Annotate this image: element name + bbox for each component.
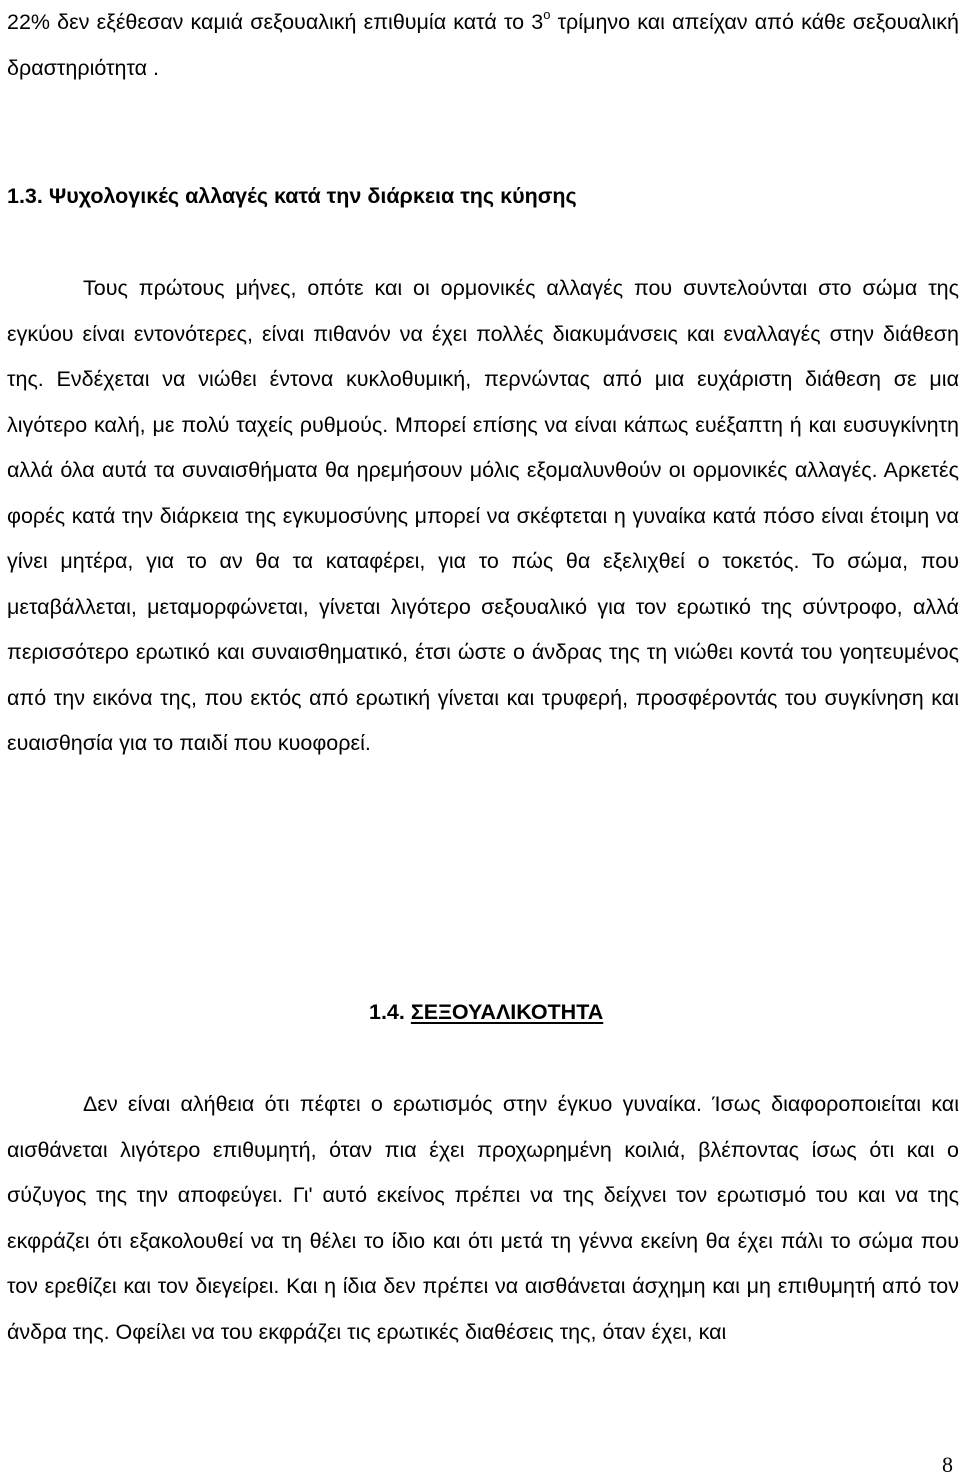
psychological-changes-paragraph: Τους πρώτους μήνες, οπότε και οι ορμονικές αλλαγές που συντελούνται στο σώμα της εγκύου είναι εντονότερες, είναι πιθανόν να έχει πολλές διακυμάνσεις και εναλλαγές στην διάθεση της. Ενδέχεται να νιώθει έντονα κυκλοθυμική, περνώντας από μια ευχάριστη διάθεση σε μια λιγότερο καλή, με πολύ ταχείς ρυθμούς. Μπορεί επίσης να είναι κάπως ευέξαπτη ή και ευσυγκίνητη αλλά όλα αυτά τα συναισθήματα θα ηρεμήσουν μόλις εξομαλυνθούν οι ορμονικές αλλαγές. Αρκετές φορές κατά την διάρκεια της εγκυμοσύνης μπορεί να σκέφτεται η γυναίκα κατά πόσο είναι έτοιμη να γίνει μητέρα, για το αν θα τα καταφέρει, για το πώς θα εξελιχθεί ο τοκετός. Το σώμα, που μεταβάλλεται, μεταμορφώνεται, γίνεται λιγότερο σεξουαλικό για τον ερωτικό της σύντροφο, αλλά περισσότερο ερωτικό και συναισθηματικό, έτσι ώστε ο άνδρας της τη νιώθει κοντά του γοητευμένος από την εικόνα της, που εκτός από ερωτική γίνεται και τρυφερή, προσφέροντάς του συγκίνηση και ευαισθησία για το παιδί που κυοφορεί. bbox=[7, 276, 959, 755]
intro-text-start: 22% δεν εξέθεσαν καμιά σεξουαλική επιθυμία κατά το 3 bbox=[7, 10, 544, 34]
intro-text-end: τρίμηνο και απείχαν από κάθε σεξουαλική δραστηριότητα . bbox=[7, 10, 959, 80]
section-heading-sexuality bbox=[369, 997, 603, 1027]
page-number: 8 bbox=[942, 1452, 953, 1477]
section-title: ΣΕΞΟΥΑΛΙΚΟΤΗΤΑ bbox=[410, 1000, 604, 1024]
sexuality-paragraph: Δεν είναι αλήθεια ότι πέφτει ο ερωτισμός στην έγκυο γυναίκα. Ίσως διαφοροποιείται και αισθάνεται λιγότερο επιθυμητή, όταν πια έχει προχωρημένη κοιλιά, βλέποντας ίσως ότι και ο σύζυγος της την αποφεύγει. Γι' αυτό εκείνος πρέπει να της δείχνει τον ερωτισμό του και να της εκφράζει ότι εξακολουθεί να τη θέλει το ίδιο και ότι μετά τη γέννα εκείνη θα έχει πάλι το σώμα που τον ερεθίζει και τον διεγείρει. Και η ίδια δεν πρέπει να αισθάνεται άσχημη και μη επιθυμητή από τον άνδρα της. Οφείλει να του εκφράζει τις ερωτικές διαθέσεις της, όταν έχει, και bbox=[7, 1092, 959, 1344]
section-number: 1.4. bbox=[369, 1000, 411, 1024]
ordinal-superscript: ο bbox=[543, 6, 551, 22]
intro-paragraph bbox=[7, 0, 959, 91]
section-heading-psychological-changes: 1.3. Ψυχολογικές αλλαγές κατά την διάρκεια της κύησης bbox=[7, 184, 577, 208]
